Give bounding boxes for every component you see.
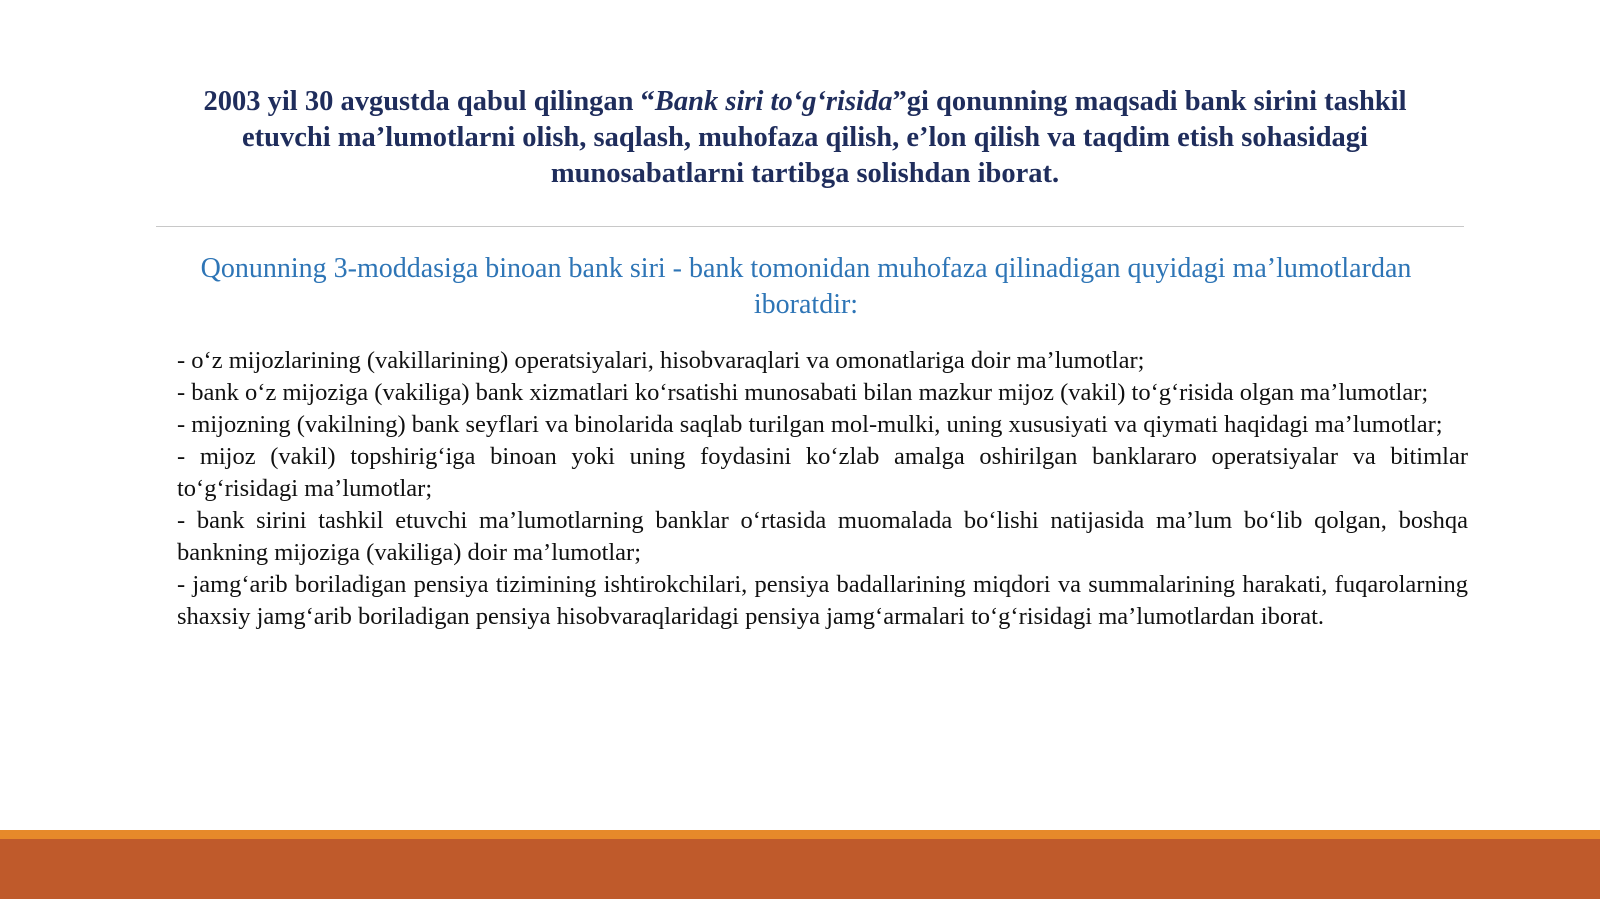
slide-title: [160, 84, 1450, 192]
title-text-start: 2003 yil 30 avgustda qabul qilingan “: [203, 86, 655, 117]
title-law-name: Bank siri to‘g‘risida: [654, 86, 893, 117]
list-item: - mijozning (vakilning) bank seyflari va binolarida saqlab turilgan mol-mulki, uning xususiyati va qiymati haqidagi ma’lumotlar;: [177, 411, 1443, 438]
list-item: - jamg‘arib boriladigan pensiya tizimining ishtirokchilari, pensiya badallarining miqdori va summalarining harakati, fuqarolarning shaxsiy jamg‘arib boriladigan pensiya hisobvaraqlaridagi pensiya jamg‘armalari to‘g‘risidagi ma’lumotlardan iborat.: [177, 571, 1468, 630]
list-item: - mijoz (vakil) topshirig‘iga binoan yoki uning foydasini ko‘zlab amalga oshirilgan banklararo operatsiyalar va bitimlar to‘g‘risidagi ma’lumotlar;: [177, 443, 1468, 502]
title-text-end: ”gi qonunning maqsadi bank sirini tashkil etuvchi ma’lumotlarni olish, saqlash, muhofaza qilish, e’lon qilish va taqdim etish sohasidagi munosabatlarni tartibga solishdan iborat.: [242, 86, 1407, 189]
list-item: - o‘z mijozlarining (vakillarining) operatsiyalari, hisobvaraqlari va omonatlariga doir ma’lumotlar;: [177, 347, 1145, 374]
title-divider: [156, 226, 1464, 227]
slide-subtitle: Qonunning 3-moddasiga binoan bank siri - bank tomonidan muhofaza qilinadigan quyidagi ma’lumotlardan iboratdir:: [200, 253, 1412, 320]
bank-secret-list: [177, 345, 1468, 633]
footer-bar: [0, 839, 1600, 899]
list-item: - bank o‘z mijoziga (vakiliga) bank xizmatlari ko‘rsatishi munosabati bilan mazkur mijoz (vakil) to‘g‘risida olgan ma’lumotlar;: [177, 379, 1429, 406]
footer-accent-stripe: [0, 830, 1600, 839]
list-item: - bank sirini tashkil etuvchi ma’lumotlarning banklar o‘rtasida muomalada bo‘lishi natijasida ma’lum bo‘lib qolgan, boshqa bankning mijoziga (vakiliga) doir ma’lumotlar;: [177, 507, 1468, 566]
